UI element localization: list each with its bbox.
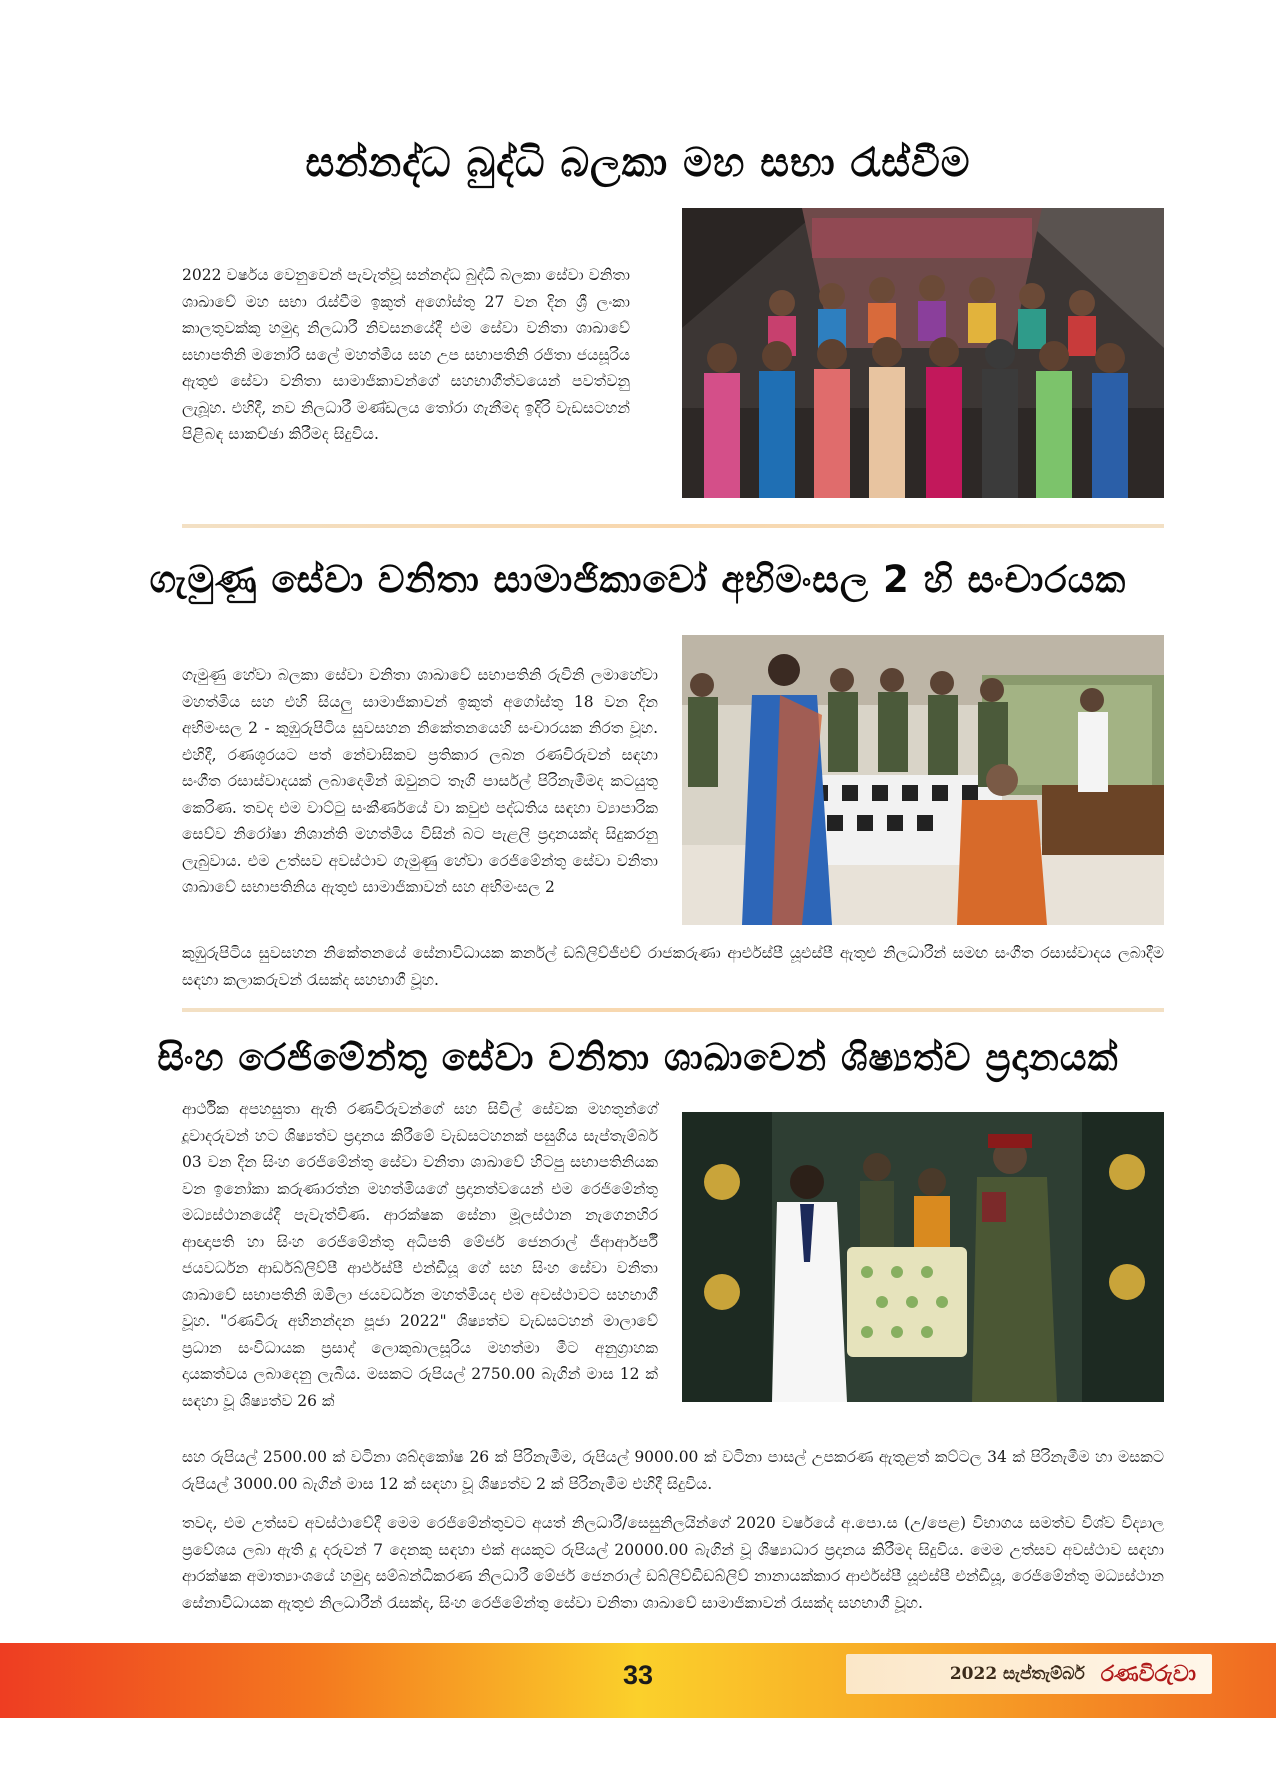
section-divider-2 xyxy=(182,1008,1164,1012)
photo-scholarship-presentation xyxy=(682,1112,1164,1402)
article-3-paragraph-wrapped: ආර්ථික අපහසුතා ඇති රණවිරුවන්ගේ සහ සිවිල් සේවක මහතුන්ගේ දූවාදරුවන් හට ශිෂ්‍යත්ව ප්‍රදානය කිරීමේ වැඩසටහනක් පසුගිය සැප්තැම්බර් 03 වන දින සිංහ රෙජිමේන්තු සේවා වනිතා ශාඛාවේ හිටපු සභාපතිනියක වන ඉනෝකා කරුණාරත්න මහත්මියගේ ප්‍රදානත්වයෙන් එම රෙජිමේන්තු මධ්‍යස්ථානයේදී පැවැත්විණ. ආරක්ෂක සේනා මූලස්ථාන නැගෙනහිර ආඥාපති හා සිංහ රෙජිමේන්තු අධිපති මේජර් ජෙනරාල් ජීආර්ආර්පී ජයවර්ධන ආර්ඩබ්ලිව්පී ආර්එස්පී එන්ඩීයූ ගේ සහ සිංහ සේවා වනිතා ශාඛාවේ සභාපතිනි ඔමිලා ජයවර්ධන මහත්මියද එම අවස්ථාවට සහභාගී වූහ. "රණවිරු අභිනන්දන පූජා 2022" ශිෂ්‍යත්ව වැඩසටහන් මාලාවේ ප්‍රධාන සංවිධායක ප්‍රසාද් ලොකුබාලසූරිය මහත්මා මීට අනුග්‍රාහක දායකත්වය ලබාදෙනු ලැබීය. මසකට රුපියල් 2750.00 බැගින් මාස 12 ක් සඳහා වූ ශිෂ්‍යත්ව 26 ක් xyxy=(182,1100,658,1410)
magazine-name: රණවිරුවා xyxy=(1100,1661,1196,1687)
group-photo-women-on-staircase xyxy=(682,208,1164,498)
article-2-paragraph-full: කුඹුරුපිටිය සුවසහන නිකේතනයේ සේනාවිධායක කර්නල් ඩබ්ලිව්ජීඑච් රාජකරුණා ආර්එස්පී යූඑස්පී ඇතුළු නිලධාරීන් සමඟ සංගීත රසාස්වාදය ලබාදීම සඳහා කලාකරුවන් රැසක්ද සහභාගී වූහ. xyxy=(182,944,1164,989)
section-divider-1 xyxy=(182,524,1164,528)
issue-date: 2022 සැප්තැම්බර් xyxy=(949,1664,1085,1684)
article-3-headline: සිංහ රෙජිමේන්තු සේවා වනිතා ශාඛාවෙන් ශිෂ්‍යත්ව ප්‍රදානයක් xyxy=(157,1036,1119,1079)
article-2-headline: ගැමුණු සේවා වනිතා සාමාජිකාවෝ අභිමංසල 2 හි සංචාරයක xyxy=(149,558,1127,601)
article-2-paragraph-wrapped: ගැමුණු හේවා බලකා සේවා වනිතා ශාඛාවේ සභාපතිනි රුවිනි ලමාහේවා මහත්මිය සහ එහි සියලු සාමාජිකාවන් ඉකුත් අගෝස්තු 18 වන දින අභිමංසල 2 - කුඹුරුපිටිය සුවසහන නිකේතනයෙහි සංචාරයක නිරත වූහ. එහිදී, රණශූරයට පත් නේවාසිකව ප්‍රතිකාර ලබන රණවිරුවන් සඳහා සංගීත රසාස්වාදයක් ලබාදෙමින් ඔවුනට තෑගි පාර්සල් පිරිනැමීමද කටයුතු කෙරිණ. තවද එම වාට්ටු සංකීර්ණයේ වා කවුළු පද්ධතිය සඳහා ව්‍යාපාරික සෙව්ව නිරෝෂා නිශාන්ති මහත්මිය විසින් බට පැළලි ප්‍රදානයක්ද සිදුකරනු ලැබුවාය. එම උත්සව අවස්ථාව ගැමුණු හේවා රෙජිමේන්තු සේවා වනිතා ශාඛාවේ සභාපතිනිය ඇතුළු සාමාජිකාවන් සහ අභිමංසල 2 xyxy=(182,666,658,896)
photo-visit-to-veterans-home xyxy=(682,635,1164,925)
page-number: 33 xyxy=(622,1660,654,1690)
article-3-paragraph-closing: තවද, එම උත්සව අවස්ථාවේදී මෙම රෙජිමේන්තුවට අයත් නිලධාරී/සෙසුනිලයින්ගේ 2020 වර්ෂයේ අ.පො.ස (උ/පෙළ) විභාගය සමත්ව විශ්ව විද්‍යාල ප්‍රවේශය ලබා ඇති දූ දරුවන් 7 දෙනකු සඳහා එක් අයකුට රුපියල් 20000.00 බැගින් වූ ශිෂ්‍යාධාර ප්‍රදානය කිරීමද සිදුවිය. මෙම උත්සව අවස්ථාව සඳහා ආරක්ෂක අමාත්‍යාංශයේ හමුදා සම්බන්ධීකරණ නිලධාරී මේජර් ජෙනරාල් ඩබ්ලිව්ඩීඩබ්ලිව් නානායක්කාර ආර්එස්පී යූඑස්පී එන්ඩීයූ, රෙජිමේන්තු මධ්‍යස්ථාන සේනාවිධායක ඇතුළු නිලධාරීන් රැසක්ද, සිංහ රෙජිමේන්තු සේවා වනිතා ශාඛාවේ සාමාජිකාවන් රැසක්ද සහභාගී වූහ. xyxy=(182,1514,1164,1612)
article-1-headline: සන්නද්ධ බුද්ධි බලකා මහ සභා රැස්වීම xyxy=(305,140,971,186)
article-3-paragraph-full: සහ රුපියල් 2500.00 ක් වටිනා ශබ්දකෝෂ 26 ක් පිරිනැමීම, රුපියල් 9000.00 ක් වටිනා පාසල් උපකරණ ඇතුළත් කට්ටල 34 ක් පිරිනැමීම හා මසකට රුපියල් 3000.00 බැගින් මාස 12 ක් සඳහා වූ ශිෂ්‍යත්ව 2 ක් පිරිනැමීම එහිදී සිදුවිය. xyxy=(182,1448,1164,1493)
article-1-paragraph: 2022 වර්ෂය වෙනුවෙන් පැවැත්වූ සන්නද්ධ බුද්ධි බලකා සේවා වනිතා ශාඛාවේ මහ සභා රැස්වීම ඉකුත් අගෝස්තු 27 වන දින ශ්‍රී ලංකා කාලතුවක්කු හමුදා නිලධාරී නිවසනයේදී එම සේවා වනිතා ශාඛාවේ සභාපතිනි මනෝරි සලේ මහත්මිය සහ උප සභාපතිනි රජිතා ජයසූරිය ඇතුළු සේවා වනිතා සාමාජිකාවන්ගේ සහභාගීත්වයෙන් පවත්වනු ලැබූහ. එහිදී, නව නිලධාරී මණ්ඩලය තෝරා ගැනීමද ඉදිරි වැඩසටහන් පිළිබඳ සාකච්ඡා කිරීමද සිදුවිය. xyxy=(182,266,630,443)
issue-info xyxy=(846,1654,1212,1694)
